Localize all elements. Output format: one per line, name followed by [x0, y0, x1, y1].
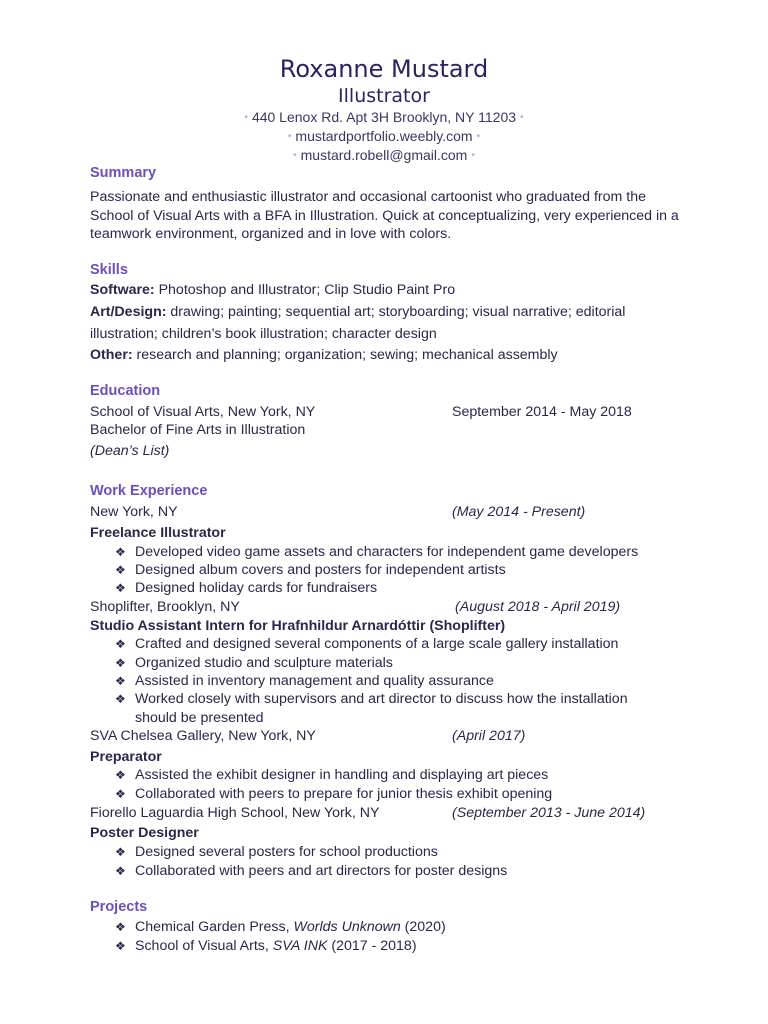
bullet-diamond-icon: ❖ — [115, 637, 126, 651]
job-location: Fiorello Laguardia High School, New York, NY — [90, 805, 380, 821]
resume-header — [0, 54, 768, 165]
contact-website[interactable]: • mustardportfolio.weebly.com • — [287, 128, 481, 144]
contact-address: • 440 Lenox Rd. Apt 3H Brooklyn, NY 11203 • — [244, 109, 524, 125]
bullet-diamond-icon: ❖ — [115, 787, 126, 801]
job-bullet-cont: should be presented — [135, 710, 264, 726]
skills-software: Software: Photoshop and Illustrator; Clip Studio Paint Pro — [90, 282, 456, 298]
contact-email[interactable]: • mustard.robell@gmail.com • — [293, 147, 475, 163]
job-bullet: ❖ Designed several posters for school productions — [115, 844, 438, 860]
bullet-diamond-icon: ❖ — [115, 845, 126, 859]
job-dates: (September 2013 - June 2014) — [452, 805, 646, 821]
bullet-diamond-icon: ❖ — [115, 656, 126, 670]
job-bullet: ❖ Organized studio and sculpture materials — [115, 655, 393, 671]
bullet-diamond-icon: ❖ — [115, 581, 126, 595]
work-heading: Work Experience — [90, 483, 208, 499]
job-location: New York, NY — [90, 504, 178, 520]
education-heading: Education — [90, 383, 161, 399]
summary-text: Passionate and enthusiastic illustrator and occasional cartoonist who graduated from the School of Visual Arts with a BFA in Illustration. Quick at conceptualizing, very experienced in a teamwork environment, organized and in love with colors. — [90, 189, 679, 242]
education-school: School of Visual Arts, New York, NY — [90, 404, 316, 420]
applicant-title: Illustrator — [338, 85, 430, 107]
job-bullet: ❖ Developed video game assets and characters for independent game developers — [115, 544, 639, 560]
applicant-name: Roxanne Mustard — [279, 55, 489, 83]
project-item: ❖ Chemical Garden Press, Worlds Unknown (2020) — [115, 919, 446, 935]
job-title: Studio Assistant Intern for Hrafnhildur Arnardóttir (Shoplifter) — [90, 618, 506, 634]
project-item: ❖ School of Visual Arts, SVA INK (2017 - 2018) — [115, 938, 417, 954]
skills-art: Art/Design: drawing; painting; sequential art; storyboarding; visual narrative; editorial — [90, 304, 626, 320]
skills-art-cont: illustration; children’s book illustration; character design — [90, 326, 437, 342]
job-location: Shoplifter, Brooklyn, NY — [90, 599, 240, 615]
job-dates: (April 2017) — [452, 728, 526, 744]
skills-other: Other: research and planning; organization; sewing; mechanical assembly — [90, 347, 558, 363]
bullet-diamond-icon: ❖ — [115, 545, 126, 559]
education-dates: September 2014 - May 2018 — [452, 404, 632, 420]
job-dates: (May 2014 - Present) — [452, 504, 586, 520]
bullet-diamond-icon: ❖ — [115, 939, 126, 953]
bullet-diamond-icon: ❖ — [115, 692, 126, 706]
bullet-diamond-icon: ❖ — [115, 864, 126, 878]
job-bullet: ❖ Assisted the exhibit designer in handling and displaying art pieces — [115, 767, 549, 783]
job-bullet: ❖ Collaborated with peers to prepare for junior thesis exhibit opening — [115, 786, 553, 802]
job-bullet: ❖ Designed album covers and posters for independent artists — [115, 562, 506, 578]
job-location: SVA Chelsea Gallery, New York, NY — [90, 728, 316, 744]
job-title: Freelance Illustrator — [90, 525, 226, 541]
job-title: Preparator — [90, 749, 162, 765]
job-bullet: ❖ Assisted in inventory management and quality assurance — [115, 673, 494, 689]
projects-heading: Projects — [90, 899, 148, 915]
job-dates: (August 2018 - April 2019) — [455, 599, 621, 615]
bullet-diamond-icon: ❖ — [115, 768, 126, 782]
summary-heading: Summary — [90, 165, 157, 181]
education-degree: Bachelor of Fine Arts in Illustration — [90, 422, 306, 438]
skills-heading: Skills — [90, 262, 128, 278]
job-title: Poster Designer — [90, 825, 199, 841]
bullet-diamond-icon: ❖ — [115, 563, 126, 577]
education-honors: (Dean’s List) — [90, 443, 170, 459]
job-bullet: ❖ Worked closely with supervisors and art director to discuss how the installation — [115, 691, 628, 707]
job-bullet: ❖ Crafted and designed several components of a large scale gallery installation — [115, 636, 619, 652]
bullet-diamond-icon: ❖ — [115, 920, 126, 934]
job-bullet: ❖ Designed holiday cards for fundraisers — [115, 580, 378, 596]
bullet-diamond-icon: ❖ — [115, 674, 126, 688]
job-bullet: ❖ Collaborated with peers and art directors for poster designs — [115, 863, 508, 879]
